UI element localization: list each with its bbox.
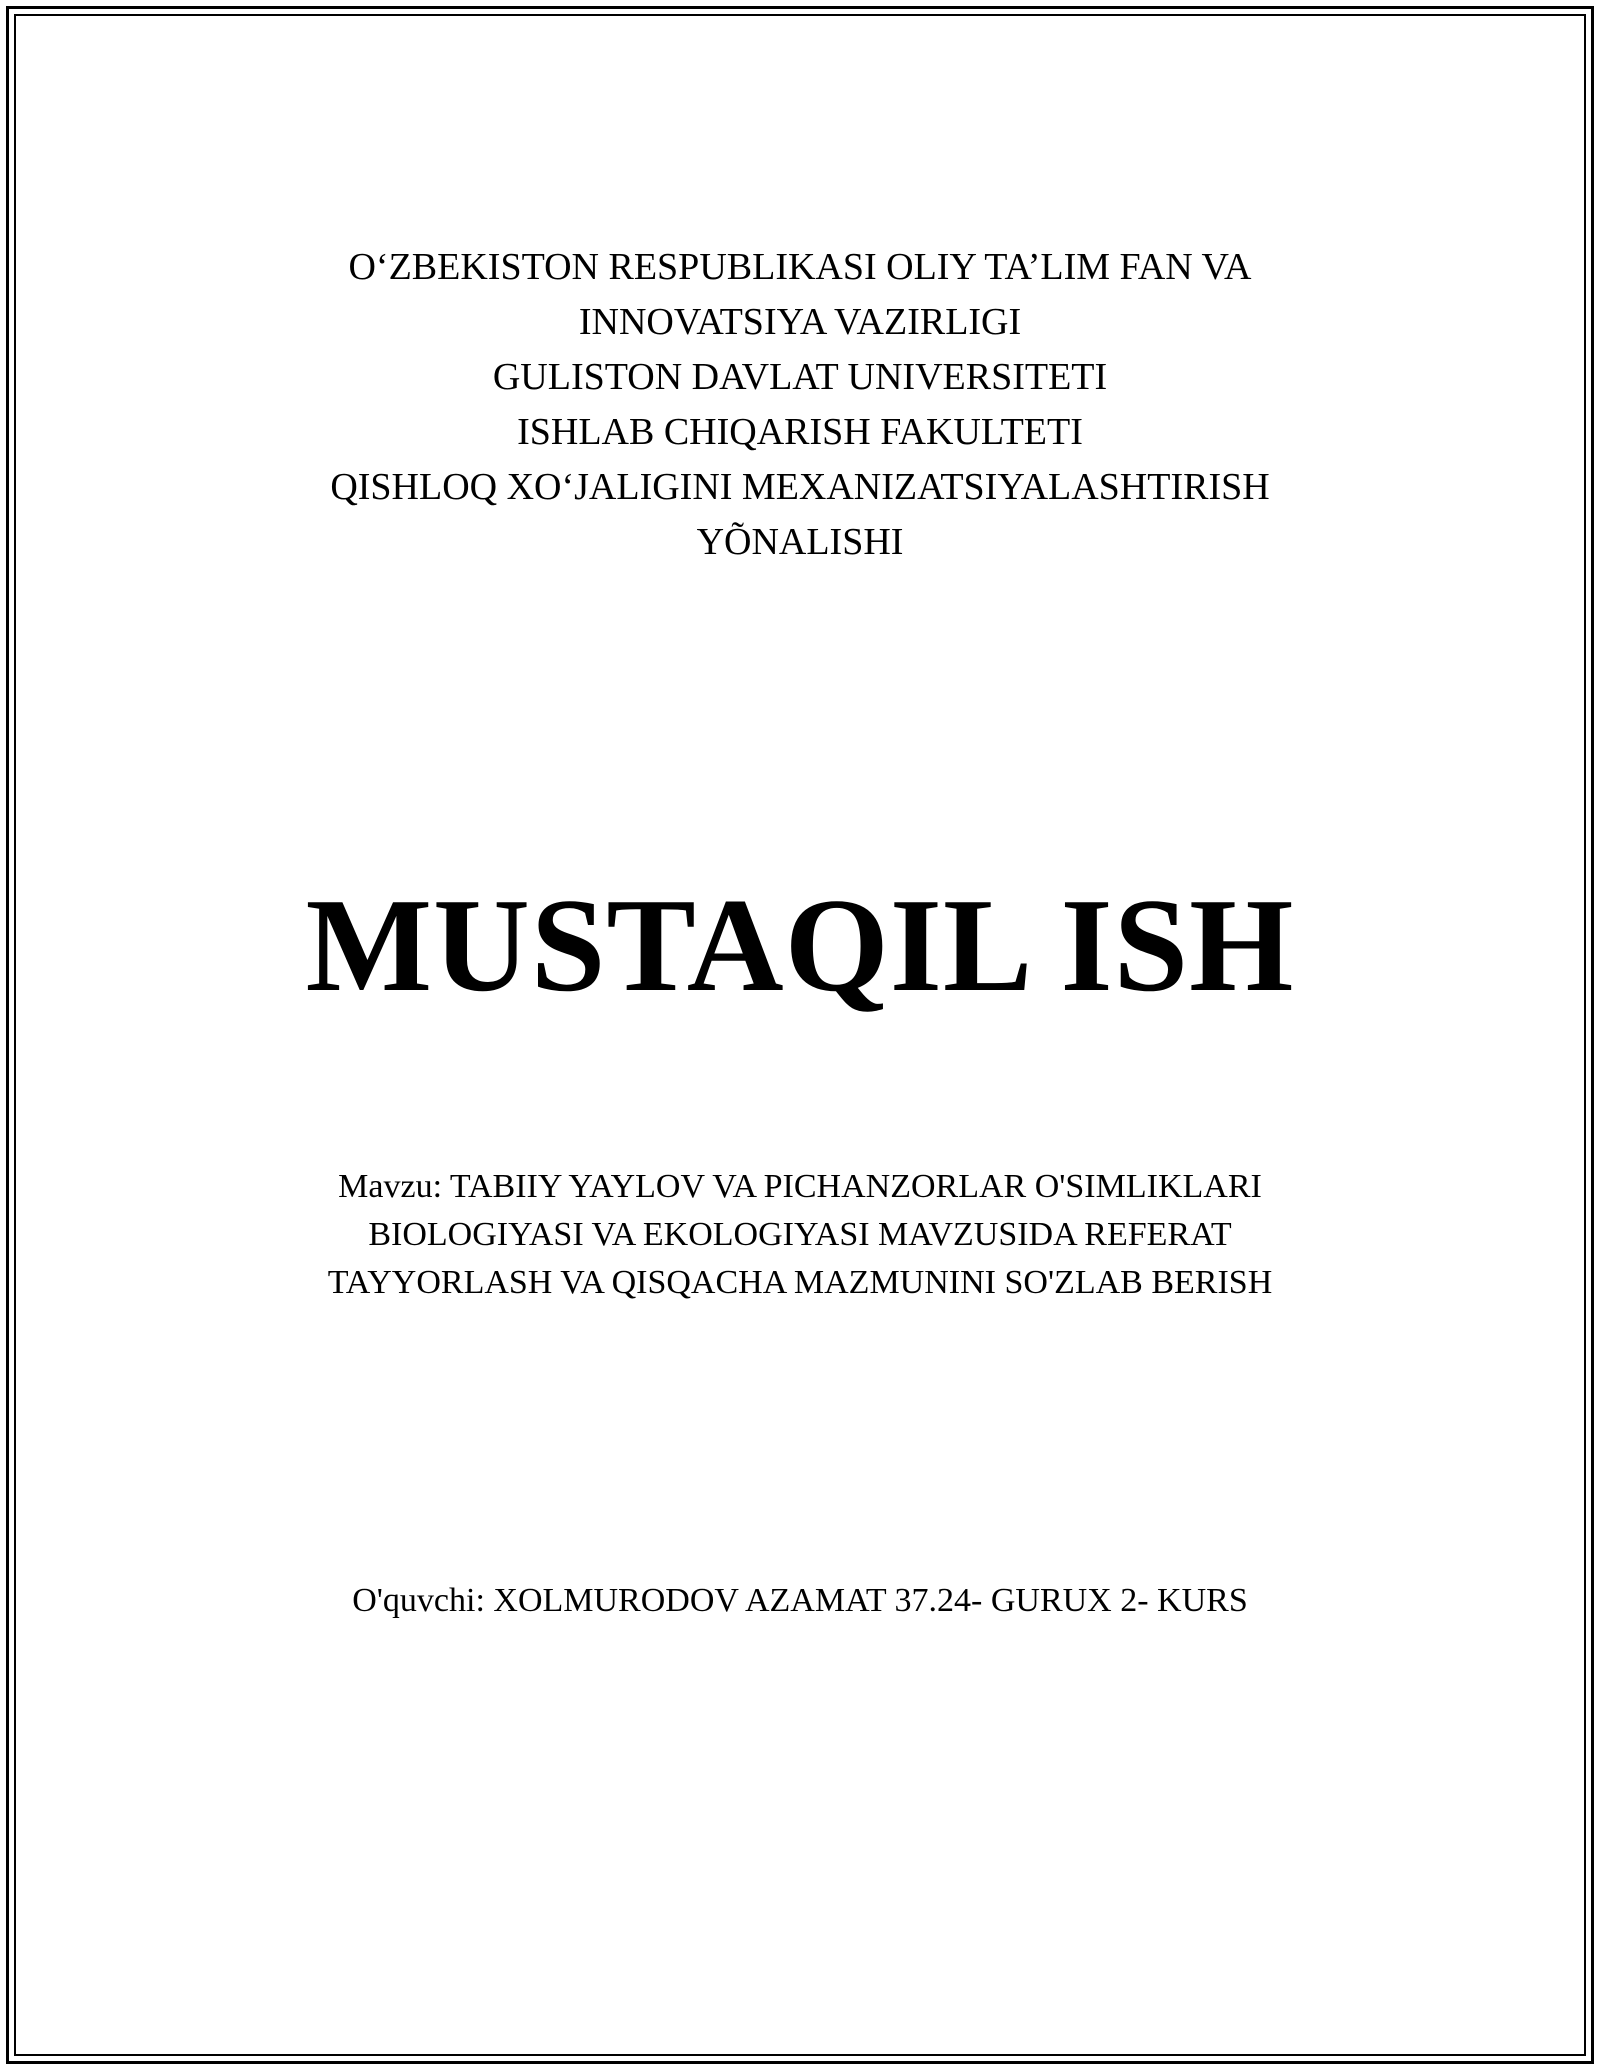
student-info: O'quvchi: XOLMURODOV AZAMAT 37.24- GURUX 2- KURS — [352, 1582, 1248, 1619]
header-line-ministry-2: INNOVATSIYA VAZIRLIGI — [578, 301, 1022, 343]
header-line-direction-2: YÕNALISHI — [696, 521, 904, 563]
institution-header — [0, 240, 1600, 570]
header-line-faculty: ISHLAB CHIQARISH FAKULTETI — [517, 411, 1083, 453]
topic-line-2: BIOLOGIYASI VA EKOLOGIYASI MAVZUSIDA REFERAT — [368, 1216, 1232, 1253]
header-line-ministry-1: O‘ZBEKISTON RESPUBLIKASI OLIY TA’LIM FAN VA — [348, 246, 1252, 288]
header-line-direction-1: QISHLOQ XO‘JALIGINI MEXANIZATSIYALASHTIRISH — [330, 466, 1270, 508]
header-line-university: GULISTON DAVLAT UNIVERSITETI — [492, 356, 1108, 398]
topic-block — [0, 1163, 1600, 1307]
document-title: MUSTAQIL ISH — [305, 871, 1295, 1019]
topic-line-3: TAYYORLASH VA QISQACHA MAZMUNINI SO'ZLAB BERISH — [327, 1264, 1273, 1301]
topic-line-1: Mavzu: TABIIY YAYLOV VA PICHANZORLAR O'SIMLIKLARI — [338, 1168, 1262, 1205]
